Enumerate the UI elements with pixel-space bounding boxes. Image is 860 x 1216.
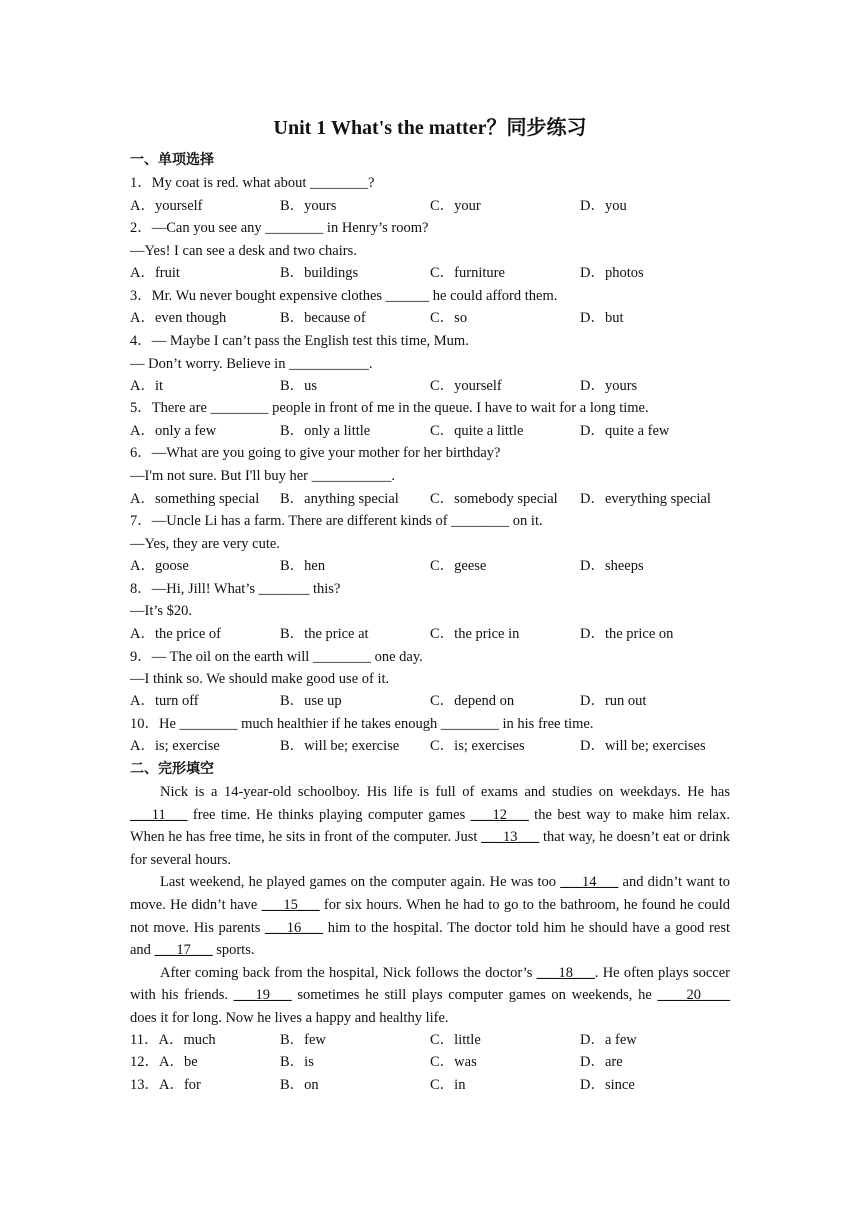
cloze-11-c: C．little (430, 1032, 481, 1048)
cloze-11-options (130, 1029, 730, 1051)
option-d: D．everything special (580, 491, 711, 507)
cloze-12-a: 12．A．be (130, 1054, 198, 1070)
option-a: A．it (130, 378, 164, 394)
question-9-reply: —I think so. We should make good use of it. (130, 671, 390, 687)
question-9-options (130, 690, 730, 712)
option-b: B．us (280, 378, 318, 394)
question-6-stem: 6．—What are you going to give your mother for her birthday? (130, 445, 501, 461)
option-d: D．photos (580, 265, 644, 281)
cloze-11-a: 11．A．much (130, 1032, 216, 1048)
cloze-12-b: B．is (280, 1054, 314, 1070)
question-6-options (130, 488, 730, 510)
passage-paragraph-2: Last weekend, he played games on the computer again. He was too ___14___ and didn’t want to move. He didn’t have ___15___ for six hours. When he had to go to the bathroom, he found he could not move. His parents ___16___ him to the hospital. The doctor told him he should have a good rest and ___17___ sports. (130, 874, 730, 959)
cloze-13-options (130, 1074, 730, 1096)
question-2-options (130, 262, 730, 284)
passage-paragraph-1: Nick is a 14-year-old schoolboy. His life is full of exams and studies on weekdays. He has ___11___ free time. He thinks playing computer games ___12___ the best way to make him relax. When he has free time, he sits in front of the computer. Just ___13___ that way, he doesn’t eat or drink for several hours. (130, 784, 730, 868)
question-8-reply: —It’s $20. (130, 603, 193, 619)
option-b: B．because of (280, 310, 366, 326)
blank-16: ___16___ (265, 919, 324, 936)
page-title: Unit 1 What's the matter？同步练习 (273, 117, 587, 139)
option-a: A．something special (130, 491, 260, 507)
blank-15: ___15___ (261, 896, 320, 913)
question-10-options (130, 735, 730, 757)
option-a: A．only a few (130, 423, 217, 439)
option-b: B．anything special (280, 491, 399, 507)
question-9-stem: 9．— The oil on the earth will ________ one day. (130, 649, 423, 665)
option-b: B．will be; exercise (280, 738, 400, 754)
option-c: C．depend on (430, 693, 515, 709)
option-d: D．yours (580, 378, 638, 394)
option-b: B．use up (280, 693, 342, 709)
question-4-reply: — Don’t worry. Believe in ___________. (130, 356, 373, 372)
question-5-stem: 5．There are ________ people in front of me in the queue. I have to wait for a long time. (130, 400, 649, 416)
option-d: D．you (580, 198, 627, 214)
blank-13: ___13___ (481, 829, 540, 846)
option-d: D．will be; exercises (580, 738, 706, 754)
passage-paragraph-3: After coming back from the hospital, Nick follows the doctor’s ___18___. He often plays soccer with his friends. ___19___ sometimes he still plays computer games on weekends, he ____20____ does it for long. Now he lives a happy and healthy life. (130, 964, 731, 1026)
cloze-13-c: C．in (430, 1077, 466, 1093)
option-c: C．the price in (430, 626, 520, 642)
option-a: A．is; exercise (130, 738, 220, 754)
option-c: C．quite a little (430, 423, 524, 439)
option-a: A．turn off (130, 693, 199, 709)
question-2-stem: 2．—Can you see any ________ in Henry’s room? (130, 220, 429, 236)
blank-12: ___12___ (470, 806, 529, 823)
option-b: B．hen (280, 558, 326, 574)
cloze-13-d: D．since (580, 1077, 635, 1093)
question-4-stem: 4．— Maybe I can’t pass the English test this time, Mum. (130, 333, 469, 349)
cloze-12-options (130, 1051, 730, 1073)
blank-20: ____20____ (657, 987, 731, 1004)
question-7-reply: —Yes, they are very cute. (130, 536, 280, 552)
cloze-11-d: D．a few (580, 1032, 637, 1048)
cloze-11-b: B．few (280, 1032, 326, 1048)
option-a: A．yourself (130, 198, 203, 214)
option-c: C．so (430, 310, 468, 326)
option-a: A．even though (130, 310, 227, 326)
cloze-12-c: C．was (430, 1054, 477, 1070)
option-c: C．furniture (430, 265, 505, 281)
question-5-options (130, 420, 730, 442)
option-a: A．the price of (130, 626, 221, 642)
blank-17: ___17___ (154, 942, 213, 959)
question-3-stem: 3．Mr. Wu never bought expensive clothes ______ he could afford them. (130, 288, 558, 304)
blank-11: ___11___ (130, 806, 188, 823)
option-c: C．is; exercises (430, 738, 525, 754)
option-c: C．somebody special (430, 491, 558, 507)
question-3-options (130, 307, 730, 329)
option-a: A．fruit (130, 265, 180, 281)
question-1-options (130, 195, 730, 217)
cloze-13-a: 13．A．for (130, 1077, 201, 1093)
blank-18: ___18___ (536, 964, 595, 981)
cloze-13-b: B．on (280, 1077, 319, 1093)
option-d: D．the price on (580, 626, 674, 642)
question-7-options (130, 555, 730, 577)
option-b: B．the price at (280, 626, 369, 642)
question-1-stem: 1．My coat is red. what about ________? (130, 175, 375, 191)
question-7-stem: 7．—Uncle Li has a farm. There are different kinds of ________ on it. (130, 513, 543, 529)
question-4-options (130, 375, 730, 397)
section-heading-single-choice: 一、单项选择 (130, 152, 214, 168)
question-10-stem: 10．He ________ much healthier if he takes enough ________ in his free time. (130, 716, 594, 732)
cloze-passage (130, 781, 730, 1030)
option-d: D．sheeps (580, 558, 644, 574)
option-c: C．yourself (430, 378, 502, 394)
option-b: B．buildings (280, 265, 359, 281)
option-c: C．your (430, 198, 481, 214)
option-c: C．geese (430, 558, 487, 574)
blank-19: ___19___ (233, 987, 292, 1004)
question-8-stem: 8．—Hi, Jill! What’s _______ this? (130, 581, 341, 597)
question-6-reply: —I'm not sure. But I'll buy her ___________. (130, 468, 395, 484)
option-d: D．run out (580, 693, 647, 709)
question-2-reply: —Yes! I can see a desk and two chairs. (130, 243, 357, 259)
section-heading-cloze: 二、完形填空 (130, 761, 214, 777)
blank-14: ___14___ (560, 874, 619, 891)
option-d: D．but (580, 310, 624, 326)
option-d: D．quite a few (580, 423, 670, 439)
option-b: B．only a little (280, 423, 371, 439)
option-b: B．yours (280, 198, 337, 214)
cloze-12-d: D．are (580, 1054, 623, 1070)
question-8-options (130, 623, 730, 645)
option-a: A．goose (130, 558, 189, 574)
